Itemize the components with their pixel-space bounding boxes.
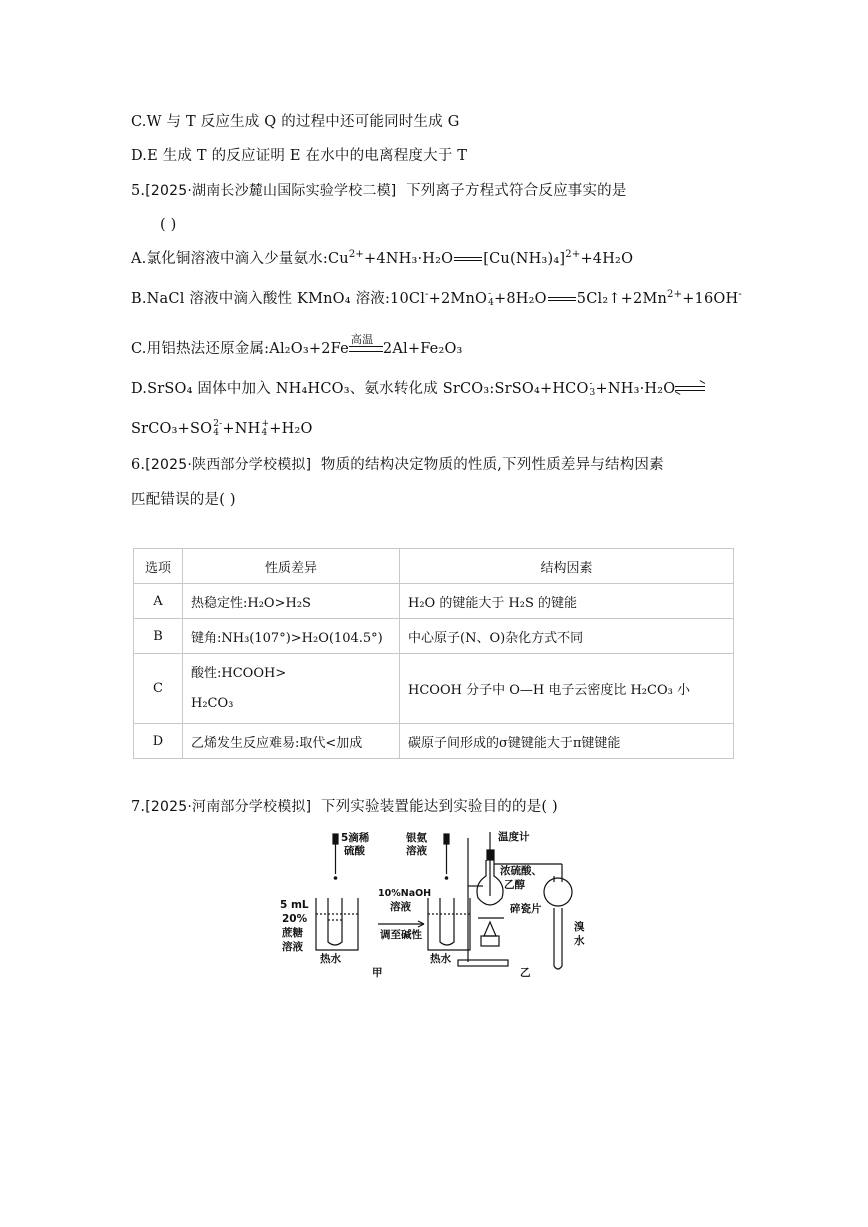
svg-text:乙: 乙 [520,967,531,979]
svg-text:温度计: 温度计 [498,831,530,843]
q5-stem-text: 下列离子方程式符合反应事实的是 [406,183,627,199]
svg-text:溴: 溴 [574,921,585,933]
q5-option-b: B.NaCl 溶液中滴入酸性 KMnO₄ 溶液:10Cl-+2MnO - 4 +8H₂O $5Cl_2↑+2Mn^{2+}+16OH^-$ [131,289,742,308]
q7-source: [2025·河南部分学校模拟] [145,799,312,815]
svg-text:20%: 20% [282,913,308,925]
q6-source: [2025·陕西部分学校模拟] [145,457,312,473]
svg-text:溶液: 溶液 [282,941,303,953]
header-option: 选项 [134,549,183,584]
svg-text:蔗糖: 蔗糖 [282,927,303,939]
q6-stem: 6.[2025·陕西部分学校模拟] 物质的结构决定物质的性质,下列性质差异与结构因素 [131,457,664,473]
dropper-icon [333,834,338,879]
svg-text:热水: 热水 [430,953,451,965]
q7-stem: 7.[2025·河南部分学校模拟] 下列实验装置能达到实验目的的是( ) [131,799,558,815]
reversible-arrow [675,384,705,394]
svg-text:5滴稀: 5滴稀 [341,832,370,844]
table-row: D 乙烯发生反应难易:取代<加成 碳原子间形成的σ键键能大于π键键能 [134,724,734,759]
table-row: C 酸性:HCOOH> H₂CO₃ HCOOH 分子中 O—H 电子云密度比 H₂CO₃ 小 [134,654,734,724]
q4-option-c: C.W 与 T 反应生成 Q 的过程中还可能同时生成 G [131,114,460,130]
table-row: A 热稳定性:H₂O>H₂S H₂O 的键能大于 H₂S 的键能 [134,584,734,619]
q5-option-c: C.用铝热法还原金属:Al₂O₃+2Fe 高温 2Al+Fe₂O₃ [131,333,463,357]
q5-blank: ( ) [160,217,177,233]
svg-text:10%NaOH: 10%NaOH [378,888,432,899]
table-header-row [134,549,734,584]
beaker-icon [316,898,358,950]
svg-text:硫酸: 硫酸 [344,845,365,857]
dropper-icon [444,834,449,879]
svg-text:甲: 甲 [372,967,383,979]
q6-options-table [133,548,734,759]
q5-option-a: A.氯化铜溶液中滴入少量氨水$:Cu^{2+}+4NH_3\cdot H_2O$ $[Cu(NH_3)_4]^{2+}+4H_2O$ [131,249,634,267]
svg-text:银氨: 银氨 [406,832,427,844]
figure-labels [280,830,585,979]
q6-stem-line2: 匹配错误的是( ) [131,492,236,508]
beaker-icon [428,898,470,950]
q5-number: 5. [131,183,146,199]
svg-text:碎瓷片: 碎瓷片 [510,903,542,915]
q5-option-d-line2: SrCO₃+SO 2- 4 +NH + 4 +H₂O [131,419,313,438]
svg-text:水: 水 [574,935,585,947]
header-cause: 结构因素 [400,549,734,584]
svg-text:乙醇: 乙醇 [504,879,525,891]
svg-text:5 mL: 5 mL [280,899,309,911]
equals-arrow [548,294,576,304]
equals-arrow [454,254,482,264]
ethylene-apparatus [458,832,572,969]
q5-option-d: D.SrSO₄ 固体中加入 NH₄HCO₃、氨水转化成 SrCO₃:SrSO₄+HCO - 3 +NH₃·H₂O [131,379,705,399]
svg-text:热水: 热水 [320,953,341,965]
high-temperature-arrow: 高温 [349,342,383,356]
q4-option-d: D.E 生成 T 的反应证明 E 在水中的电离程度大于 T [131,148,468,164]
header-property: 性质差异 [183,549,400,584]
q5-source: [2025·湖南长沙麓山国际实验学校二模] [145,183,397,199]
table-row: B 键角:NH₃(107°)>H₂O(104.5°) 中心原子(N、O)杂化方式不同 [134,619,734,654]
svg-text:浓硫酸、: 浓硫酸、 [500,865,542,877]
svg-text:调至碱性: 调至碱性 [380,929,422,941]
svg-text:溶液: 溶液 [390,901,411,913]
q7-apparatus-figure [278,826,598,982]
q5-stem [131,181,627,201]
svg-text:溶液: 溶液 [406,845,427,857]
